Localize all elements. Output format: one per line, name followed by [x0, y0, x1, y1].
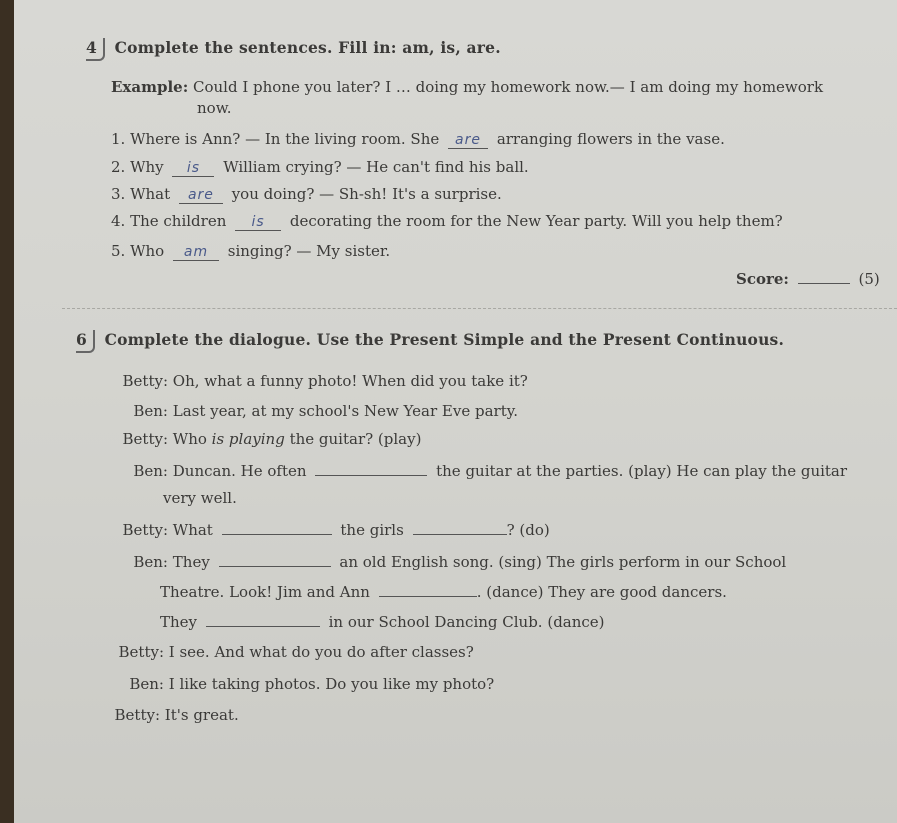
score-blank[interactable] [798, 269, 850, 284]
dialogue-continuation-3 [160, 612, 605, 631]
answer-blank-what-2[interactable] [413, 520, 507, 535]
score-max: (5) [858, 270, 880, 288]
speaker-betty: Betty: [114, 706, 160, 724]
dialogue-line-8 [98, 675, 494, 693]
answer-blank-dance-2[interactable] [206, 612, 320, 627]
speaker-ben: Ben: [133, 462, 168, 480]
exercise-4-heading [86, 38, 501, 61]
speaker-ben: Ben: [129, 675, 164, 693]
dialogue-text: the guitar? (play) [284, 430, 422, 448]
dialogue-text: I see. And what do you do after classes? [168, 643, 474, 661]
item-2-pre: 2. Why [111, 158, 164, 176]
answer-blank-sing[interactable] [219, 552, 331, 567]
item-2-answer[interactable]: is [172, 160, 214, 177]
dialogue-text: Last year, at my school's New Year Eve party. [172, 402, 518, 420]
item-4-post: decorating the room for the New Year party. Will you help them? [289, 212, 783, 230]
dialogue-text: It's great. [164, 706, 239, 724]
dialogue-continuation-2 [160, 582, 727, 601]
exercise-4-item-2 [111, 158, 529, 177]
speaker-betty: Betty: [122, 372, 168, 390]
speaker-betty: Betty: [122, 430, 168, 448]
speaker-ben: Ben: [133, 402, 168, 420]
item-1-answer[interactable]: are [448, 132, 488, 149]
exercise-4-number: 4 [86, 38, 105, 61]
item-3-pre: 3. What [111, 185, 171, 203]
dialogue-text: What [172, 521, 213, 539]
dialogue-text: Theatre. Look! Jim and Ann [160, 583, 370, 601]
dialogue-line-4 [102, 461, 847, 480]
item-3-post: you doing? — Sh-sh! It's a surprise. [231, 185, 502, 203]
item-1-post: arranging flowers in the vase. [496, 130, 725, 148]
speaker-betty: Betty: [122, 521, 168, 539]
exercise-4-title: Complete the sentences. Fill in: am, is, are. [114, 38, 501, 57]
dialogue-text: the girls [340, 521, 404, 539]
dialogue-text: Who [172, 430, 212, 448]
exercise-4-item-1 [111, 130, 725, 149]
example-text-1: Could I phone you later? I … doing my homework now.— I am doing my homework [193, 78, 824, 96]
speaker-betty: Betty: [118, 643, 164, 661]
section-divider [62, 308, 897, 309]
dialogue-line-6 [102, 552, 786, 571]
answer-blank-dance-1[interactable] [379, 582, 477, 597]
dialogue-line-5 [98, 520, 550, 539]
dialogue-line-7 [94, 643, 474, 661]
score-line [736, 269, 880, 288]
exercise-6-title: Complete the dialogue. Use the Present Simple and the Present Continuous. [104, 330, 785, 349]
item-5-post: singing? — My sister. [227, 242, 391, 260]
dialogue-text: ? (do) [506, 521, 550, 539]
dialogue-text: I like taking photos. Do you like my photo? [168, 675, 495, 693]
dialogue-text: They [160, 613, 198, 631]
worksheet-page [14, 0, 897, 823]
example-label: Example: [111, 78, 189, 96]
exercise-6-number: 6 [76, 330, 95, 353]
dialogue-line-3 [98, 430, 421, 448]
item-4-answer[interactable]: is [235, 214, 281, 231]
example-text-2: now. [197, 99, 232, 117]
item-4-pre: 4. The children [111, 212, 227, 230]
exercise-4-item-4 [111, 212, 783, 231]
dialogue-text: the guitar at the parties. (play) He can play the guitar [436, 462, 848, 480]
dialogue-text: . (dance) They are good dancers. [476, 583, 727, 601]
dialogue-text: Duncan. He often [172, 462, 307, 480]
item-1-pre: 1. Where is Ann? — In the living room. She [111, 130, 440, 148]
example-line-1 [111, 78, 823, 96]
item-5-pre: 5. Who [111, 242, 165, 260]
dialogue-line-9 [90, 706, 239, 724]
dialogue-text: They [172, 553, 210, 571]
dialogue-text: an old English song. (sing) The girls perform in our School [339, 553, 787, 571]
item-3-answer[interactable]: are [179, 187, 223, 204]
dialogue-line-2 [102, 402, 518, 420]
answer-blank-plays[interactable] [315, 461, 427, 476]
item-2-post: William crying? — He can't find his ball. [223, 158, 529, 176]
answer-blank-what-1[interactable] [222, 520, 332, 535]
exercise-4-item-5 [111, 242, 390, 261]
exercise-6-heading [76, 330, 784, 353]
speaker-ben: Ben: [133, 553, 168, 571]
dialogue-example-answer: is playing [211, 430, 285, 448]
exercise-4-item-3 [111, 185, 502, 204]
dialogue-line-1 [102, 372, 528, 390]
dialogue-continuation: very well. [163, 489, 237, 507]
dialogue-text: in our School Dancing Club. (dance) [328, 613, 605, 631]
dialogue-text: Oh, what a funny photo! When did you take it? [172, 372, 528, 390]
score-label: Score: [736, 270, 789, 288]
item-5-answer[interactable]: am [173, 244, 219, 261]
